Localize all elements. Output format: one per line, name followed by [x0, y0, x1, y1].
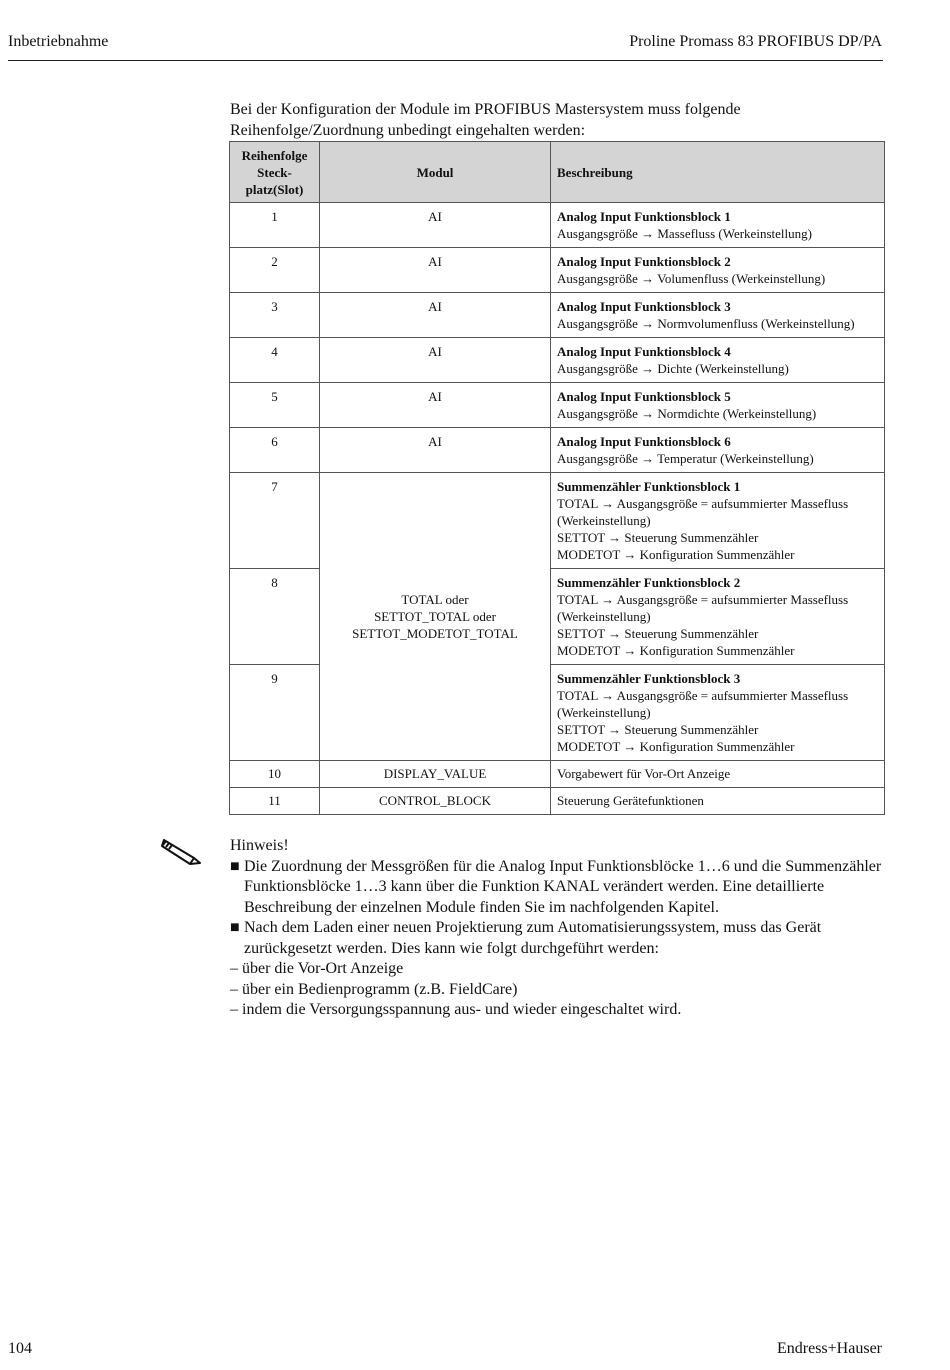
description-line: MODETOT → Konfiguration Summenzähler	[557, 547, 795, 562]
description-line: MODETOT → Konfiguration Summenzähler	[557, 739, 795, 754]
module-cell: AI	[320, 383, 551, 428]
description-title: Analog Input Funktionsblock 1	[557, 209, 731, 224]
description-cell	[551, 293, 885, 338]
description-title: Summenzähler Funktionsblock 3	[557, 671, 741, 686]
module-cell: AI	[320, 293, 551, 338]
table-row	[230, 428, 885, 473]
note-subitem: – über ein Bedienprogramm (z.B. FieldCare)	[230, 980, 518, 998]
description-cell	[551, 248, 885, 293]
description-cell	[551, 428, 885, 473]
description-title: Summenzähler Funktionsblock 1	[557, 479, 741, 494]
table-row	[230, 383, 885, 428]
module-cell: CONTROL_BLOCK	[320, 788, 551, 815]
page-number: 104	[8, 1340, 32, 1357]
module-cell: AI	[320, 428, 551, 473]
table-row	[230, 761, 885, 788]
description-line: SETTOT → Steuerung Summenzähler	[557, 626, 759, 641]
slot-cell: 4	[230, 338, 320, 383]
description-title: Analog Input Funktionsblock 4	[557, 344, 731, 359]
merged-module-line: TOTAL oder	[401, 592, 469, 607]
merged-module-line: SETTOT_MODETOT_TOTAL	[352, 626, 518, 641]
slot-cell: 5	[230, 383, 320, 428]
module-cell: AI	[320, 248, 551, 293]
pencil-icon	[160, 836, 202, 866]
description-cell	[551, 473, 885, 569]
table-row	[230, 338, 885, 383]
slot-cell: 10	[230, 761, 320, 788]
module-cell: DISPLAY_VALUE	[320, 761, 551, 788]
description-line: TOTAL → Ausgangsgröße = aufsummierter Massefluss	[557, 496, 849, 511]
description-title: Summenzähler Funktionsblock 2	[557, 575, 741, 590]
header-rule	[8, 60, 883, 61]
description-line: SETTOT → Steuerung Summenzähler	[557, 530, 759, 545]
bullet-square-icon: ■	[230, 919, 240, 936]
description-title: Analog Input Funktionsblock 6	[557, 434, 731, 449]
description-line: (Werkeinstellung)	[557, 513, 651, 528]
table-row	[230, 248, 885, 293]
header-section: Inbetriebnahme	[8, 33, 109, 50]
description-line: Ausgangsgröße → Volumenfluss (Werkeinstellung)	[557, 271, 826, 286]
bullet-square-icon: ■	[230, 857, 240, 875]
description-cell	[551, 383, 885, 428]
description-cell: Steuerung Gerätefunktionen	[551, 788, 885, 815]
description-cell	[551, 338, 885, 383]
note-item-text: Die Zuordnung der Messgrößen für die Analog Input Funktionsblöcke 1…6 und die Summenzähler Funktionsblöcke 1…3 kann über die Funktion KANAL verändert werden. Eine detaillierte Beschreibung der einzelnen Module finden Sie im nachfolgenden Kapitel.	[244, 857, 882, 916]
description-line: (Werkeinstellung)	[557, 705, 651, 720]
description-cell	[551, 203, 885, 248]
note-item-text: Nach dem Laden einer neuen Projektierung zum Automatisierungssystem, muss das Gerät zurückgesetzt werden. Dies kann wie folgt durchgeführt werden:	[244, 919, 822, 957]
description-cell	[551, 569, 885, 665]
table-row	[230, 203, 885, 248]
slot-cell: 1	[230, 203, 320, 248]
slot-cell: 3	[230, 293, 320, 338]
header-description: Beschreibung	[551, 142, 885, 203]
table-row	[230, 788, 885, 815]
description-title: Analog Input Funktionsblock 2	[557, 254, 731, 269]
module-cell: AI	[320, 203, 551, 248]
description-line: TOTAL → Ausgangsgröße = aufsummierter Massefluss	[557, 688, 849, 703]
slot-cell: 7	[230, 473, 320, 569]
note-item	[230, 918, 890, 959]
header-module: Modul	[320, 142, 551, 203]
description-line: Ausgangsgröße → Massefluss (Werkeinstellung)	[557, 226, 812, 241]
description-line: SETTOT → Steuerung Summenzähler	[557, 722, 759, 737]
table-header-row	[230, 142, 885, 203]
description-title: Analog Input Funktionsblock 5	[557, 389, 731, 404]
description-line: Ausgangsgröße → Dichte (Werkeinstellung)	[557, 361, 789, 376]
description-title: Analog Input Funktionsblock 3	[557, 299, 731, 314]
slot-cell: 6	[230, 428, 320, 473]
slot-cell: 2	[230, 248, 320, 293]
slot-cell: 9	[230, 665, 320, 761]
description-line: Ausgangsgröße → Temperatur (Werkeinstellung)	[557, 451, 814, 466]
intro-paragraph: Bei der Konfiguration der Module im PROFIBUS Mastersystem muss folgende Reihenfolge/Zuordnung unbedingt eingehalten werden:	[230, 101, 741, 139]
note-subitem: – über die Vor-Ort Anzeige	[230, 960, 404, 977]
description-line: MODETOT → Konfiguration Summenzähler	[557, 643, 795, 658]
note-subitem: – indem die Versorgungsspannung aus- und wieder eingeschaltet wird.	[230, 1001, 682, 1018]
module-cell: AI	[320, 338, 551, 383]
slot-cell: 11	[230, 788, 320, 815]
description-line: TOTAL → Ausgangsgröße = aufsummierter Massefluss	[557, 592, 849, 607]
table-row	[230, 293, 885, 338]
note-title: Hinweis!	[230, 837, 289, 854]
header-slot: Reihenfolge Steck-platz(Slot)	[230, 142, 320, 203]
slot-cell: 8	[230, 569, 320, 665]
merged-module-line: SETTOT_TOTAL oder	[374, 609, 496, 624]
description-line: (Werkeinstellung)	[557, 609, 651, 624]
merged-module-cell	[320, 473, 551, 761]
note-item	[230, 857, 890, 919]
footer-brand: Endress+Hauser	[777, 1340, 882, 1357]
description-cell: Vorgabewert für Vor-Ort Anzeige	[551, 761, 885, 788]
description-line: Ausgangsgröße → Normdichte (Werkeinstellung)	[557, 406, 817, 421]
description-line: Ausgangsgröße → Normvolumenfluss (Werkeinstellung)	[557, 316, 855, 331]
table-row	[230, 473, 885, 569]
note-block	[230, 836, 890, 1021]
header-product: Proline Promass 83 PROFIBUS DP/PA	[629, 33, 882, 50]
module-table	[229, 141, 885, 815]
description-cell	[551, 665, 885, 761]
